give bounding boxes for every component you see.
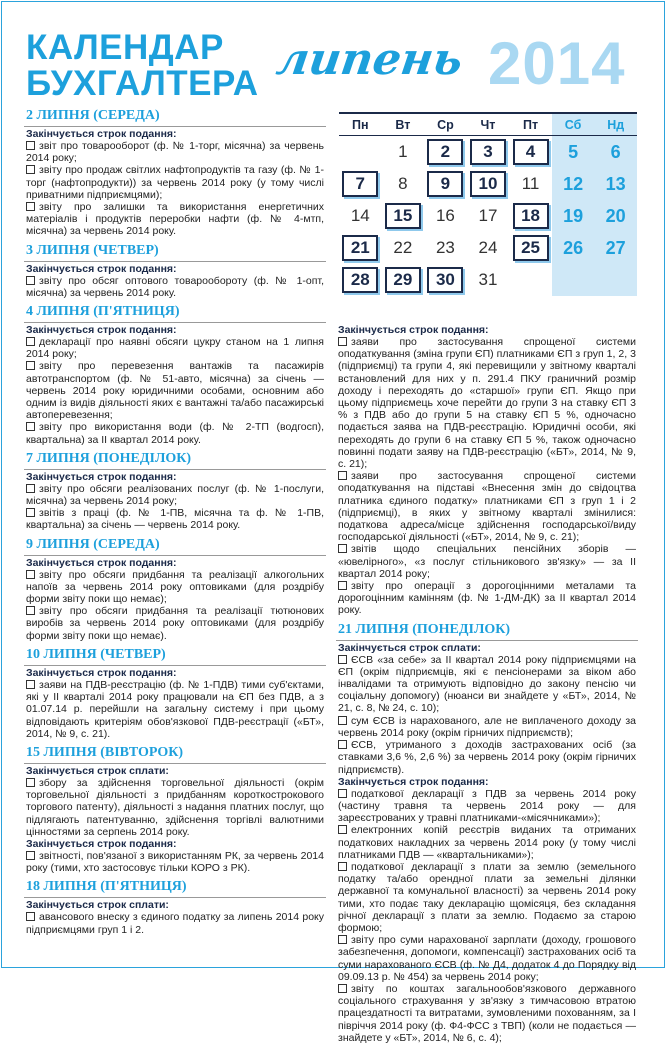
section-date-heading: 10 ЛИПНЯ (ЧЕТВЕР) [26, 647, 324, 666]
calendar-day [552, 264, 595, 296]
deadline-day-box: 9 [427, 171, 463, 197]
calendar-day [424, 168, 467, 200]
calendar-day: 6 [594, 136, 637, 169]
section-subheading: Закінчується строк подання: [26, 666, 177, 679]
section-date-heading: 15 ЛИПНЯ (ВІВТОРОК) [26, 745, 324, 764]
checklist-item: звіту про обсяги придбання та реалізації тютюнових виробів за червень 2014 року оптовиками (для роздрібу форми звіту поки що немає). [26, 605, 324, 642]
calendar-day: 17 [478, 206, 498, 225]
deadline-section [26, 108, 324, 238]
calendar-day [382, 200, 425, 232]
deadline-section [338, 622, 636, 1044]
page-title [26, 30, 259, 102]
checklist-item: звіту по коштах загальнообов'язкового державного соціального страхування у зв'язку з тимчасовою втратою працездатності та витратами, зумовленими похованням, за I півріччя 2014 року (ф. Ф4-ФСС з ТВП) (коли не подається — знайдете у «БТ», 2014, № 6, с. 4); [338, 982, 636, 1044]
checklist-item: заяви про застосування спрощеної системи оподаткування на підставі «Внесення змін до свідоцтва платника єдиного податку» платниками ЄП з груп 1 і 2 (підприємці), в яких у звітному кварталі змінилися: податкова адреса/місце здійснення господарської/виду господарської діяльності («БТ», 2014, № 9, с. 21); [338, 470, 636, 544]
section-date-heading: 7 ЛИПНЯ (ПОНЕДІЛОК) [26, 451, 324, 470]
calendar-day: 31 [478, 270, 498, 289]
section-subheading: Закінчується строк подання: [338, 775, 489, 788]
calendar-day [339, 168, 382, 200]
calendar-day [424, 264, 467, 296]
section-date-heading: 4 ЛИПНЯ (П'ЯТНИЦЯ) [26, 304, 324, 323]
deadline-section [338, 324, 636, 617]
deadline-day-box: 2 [427, 139, 463, 165]
calendar-day: 27 [594, 232, 637, 264]
year: 2014 [488, 30, 626, 97]
left-column [26, 108, 324, 941]
calendar-day: 12 [552, 168, 595, 200]
calendar-day [424, 136, 467, 169]
calendar-day: 19 [552, 200, 595, 232]
checklist-item: електронних копій реєстрів виданих та отриманих податкових накладних за червень 2014 року (у тому числі платниками ПДВ — «квартальниками»); [338, 824, 636, 861]
checklist-item: звіту про обсяги придбання та реалізації алкогольних напоїв за червень 2014 року оптовиками (для роздрібу форми звіту поки що немає); [26, 568, 324, 606]
section-date-heading: 18 ЛИПНЯ (П'ЯТНИЦЯ) [26, 879, 324, 898]
checklist-item: звіту про перевезення вантажів та пасажирів автотранспортом (ф. № 51-авто, місячна) за січень — червень 2014 року юридичними особами, основним або одним із видів діяльності яких є вантажні та/або пасажирські автоперевезення; [26, 360, 324, 422]
calendar-day: 23 [435, 238, 455, 257]
checklist-item: звіту про продаж світлих нафтопродуктів та газу (ф. № 1-торг (нафтопродукти)) за червень 2014 року (у тому числі приватними підприємцями); [26, 164, 324, 201]
deadline-day-box: 30 [427, 267, 463, 293]
checklist-item: звіту про обсяги реалізованих послуг (ф. № 1-послуги, місячна) за червень 2014 року; [26, 482, 324, 508]
checklist-item: звітів з праці (ф. № 1-ПВ, місячна та ф. № 1-ПВ, квартальна) за січень — червень 2014 року. [26, 507, 324, 532]
title-line-1: КАЛЕНДАР [26, 28, 224, 67]
weekday-header: Пн [339, 113, 382, 136]
deadline-day-box: 28 [342, 267, 378, 293]
calendar-week [339, 168, 637, 200]
section-subheading: Закінчується строк подання: [338, 324, 489, 336]
calendar-day: 5 [552, 136, 595, 169]
checklist-item: ЄСВ «за себе» за II квартал 2014 року підприємцями на ЄП (окрім підприємців, які є пенсіонерами за віком або інвалідами та отримують відповідно до закону пенсію чи соціальну допомогу) (нюанси ви знайдете у «БТ», 2014, № 21, с. 8, № 24, с. 10); [338, 653, 636, 715]
section-subheading: Закінчується строк сплати: [26, 764, 169, 777]
deadline-day-box: 7 [342, 171, 378, 197]
deadline-day-box: 10 [470, 171, 506, 197]
calendar-day: 1 [398, 142, 408, 161]
checklist-item: декларації про наявні обсяги цукру станом на 1 липня 2014 року; [26, 336, 324, 361]
checklist-item: сум ЄСВ із нарахованого, але не виплаченого доходу за червень 2014 року (окрім гірничих підприємств); [338, 714, 636, 739]
deadline-day-box: 21 [342, 235, 378, 261]
deadline-section [26, 647, 324, 740]
deadline-section [26, 745, 324, 874]
deadline-day-box: 3 [470, 139, 506, 165]
calendar-day [467, 136, 510, 169]
weekday-header: Сб [552, 113, 595, 136]
checklist-item: звітів щодо спеціальних пенсійних зборів — «ювелірного», «з послуг стільникового зв'язку» — за II квартал 2014 року; [338, 543, 636, 580]
calendar-day: 26 [552, 232, 595, 264]
calendar-day [467, 168, 510, 200]
checklist-item: авансового внеску з єдиного податку за липень 2014 року підприємцями груп 1 і 2. [26, 911, 324, 936]
month-calendar [339, 112, 637, 296]
section-subheading: Закінчується строк подання: [26, 470, 177, 483]
calendar-day: 8 [398, 174, 408, 193]
calendar-week [339, 200, 637, 232]
checklist-item: звітності, пов'язаної з використанням РК, за червень 2014 року (тими, хто застосовує тільки КОРО з РК). [26, 849, 324, 875]
checklist-item: заяви про застосування спрощеної системи оподаткування (зміна групи ЄП) платниками ЄП з груп 1, 2, 3 (підприємці) та групи 4, які перевищили у звітному кварталі встановлений для них у п. 291.4 ПКУ граничний розмір доходу і переходять до «старшої» групи ЄП. Якщо при цьому підприємець хоче перейти до групи 3 на ставку ЄП 3 % з ПДВ або до групи 5 на ставку ЄП 5 %, одночасно подається заява на ПДВ-реєстрацію. Юридичні особи, які переходять до групи 6 на ставку ЄП 5 %, також одночасно повинні подати заяву на ПДВ-реєстрацію («БТ», 2014, № 9, с. 21); [338, 336, 636, 471]
deadline-section [26, 879, 324, 935]
calendar-day: 16 [435, 206, 455, 225]
checklist-item: звіту про суми нарахованої зарплати (доходу, грошового забезпечення, допомоги, компенсації) застрахованих осіб та суми нарахованого ЄСВ (ф. № Д4, додаток 4 до Порядку від 09.09.13 р. № 454) за червень 2014 року; [338, 934, 636, 983]
calendar-day: 20 [594, 200, 637, 232]
weekday-header: Ср [424, 113, 467, 136]
month-name: липень [273, 34, 466, 85]
section-subheading: Закінчується строк подання: [26, 837, 177, 850]
checklist-item: податкової декларації з ПДВ за червень 2014 року (частину травня та червень 2014 року — для зареєстрованих у травні платниками-«місячниками»); [338, 787, 636, 825]
checklist-item: звіту про операції з дорогоцінними металами та дорогоцінним камінням (ф. № 1-ДМ-ДК) за II квартал 2014 року. [338, 580, 636, 617]
section-subheading: Закінчується строк подання: [26, 262, 177, 275]
weekday-header: Чт [467, 113, 510, 136]
weekday-header: Нд [594, 113, 637, 136]
checklist-item: ЄСВ, утриманого з доходів застрахованих осіб (за ставками 3,6 %, 2,6 %) за червень 2014 року (окрім гірничих підприємств). [338, 739, 636, 776]
checklist-item: звіту про обсяг оптового товарообороту (ф. № 1-опт, місячна) за червень 2014 року. [26, 274, 324, 299]
calendar-day [382, 264, 425, 296]
section-subheading: Закінчується строк сплати: [338, 641, 481, 654]
checklist-item: звіту про залишки та використання енергетичних матеріалів і продуктів переробки нафти (ф. № 4-мтп, місячна) за червень 2014 року. [26, 201, 324, 238]
calendar-day [509, 264, 552, 296]
deadline-section [26, 304, 324, 446]
calendar-day: 14 [350, 206, 370, 225]
deadline-day-box: 25 [513, 235, 549, 261]
calendar-day: 22 [393, 238, 413, 257]
calendar-day: 24 [478, 238, 498, 257]
checklist-item: звіт про товарооборот (ф. № 1-торг, місячна) за червень 2014 року; [26, 140, 324, 165]
section-date-heading: 9 ЛИПНЯ (СЕРЕДА) [26, 537, 324, 556]
calendar-day [594, 264, 637, 296]
checklist-item: збору за здійснення торговельної діяльності (окрім торговельної діяльності з придбанням короткострокового торгового патенту), діяльності з надання платних послуг, що підлягають патентуванню, здійснення торгівлі валютними цінностями за серпень 2014 року. [26, 776, 324, 838]
weekday-header: Пт [509, 113, 552, 136]
calendar-day [509, 200, 552, 232]
calendar-day: 13 [594, 168, 637, 200]
calendar-week [339, 232, 637, 264]
checklist-item: заяви на ПДВ-реєстрацію (ф. № 1-ПДВ) тими суб'єктами, які у II кварталі 2014 року працювали на ЄП без ПДВ, а з 01.07.14 р. перейшли на загальну систему і при цьому відповідають критеріям обов'язкової ПДВ-реєстрації («БТ», 2014, № 9, с. 21). [26, 678, 324, 740]
calendar-day [339, 264, 382, 296]
deadline-section [26, 537, 324, 642]
calendar-day: 11 [521, 174, 540, 193]
deadline-day-box: 29 [385, 267, 421, 293]
weekday-header: Вт [382, 113, 425, 136]
right-column [338, 324, 636, 1049]
section-subheading: Закінчується строк подання: [26, 128, 177, 140]
deadline-day-box: 18 [513, 203, 549, 229]
deadline-day-box: 15 [385, 203, 421, 229]
calendar-day [509, 136, 552, 169]
section-date-heading: 3 ЛИПНЯ (ЧЕТВЕР) [26, 243, 324, 262]
section-subheading: Закінчується строк подання: [26, 324, 177, 337]
checklist-item: звіту про використання води (ф. № 2-ТП (водгосп), квартальна) за II квартал 2014 року. [26, 421, 324, 446]
section-subheading: Закінчується строк сплати: [26, 899, 169, 912]
calendar-day [339, 232, 382, 264]
section-date-heading: 21 ЛИПНЯ (ПОНЕДІЛОК) [338, 622, 636, 641]
calendar-day [339, 136, 382, 169]
checklist-item: податкової декларації з плати за землю (земельного податку та/або орендної плати за земельні ділянки державної та комунальної власності) за червень 2014 року тими, хто подає таку декларацію щомісяця, без складання річної декларації з плати за землю. Подаємо за старою формою; [338, 860, 636, 934]
section-subheading: Закінчується строк подання: [26, 556, 177, 569]
deadline-section [26, 451, 324, 532]
calendar-week [339, 264, 637, 296]
deadline-section [26, 243, 324, 299]
calendar-week [339, 136, 637, 169]
calendar-day [509, 232, 552, 264]
deadline-day-box: 4 [513, 139, 549, 165]
section-date-heading: 2 ЛИПНЯ (СЕРЕДА) [26, 108, 324, 127]
title-line-2: БУХГАЛТЕРА [26, 64, 259, 103]
